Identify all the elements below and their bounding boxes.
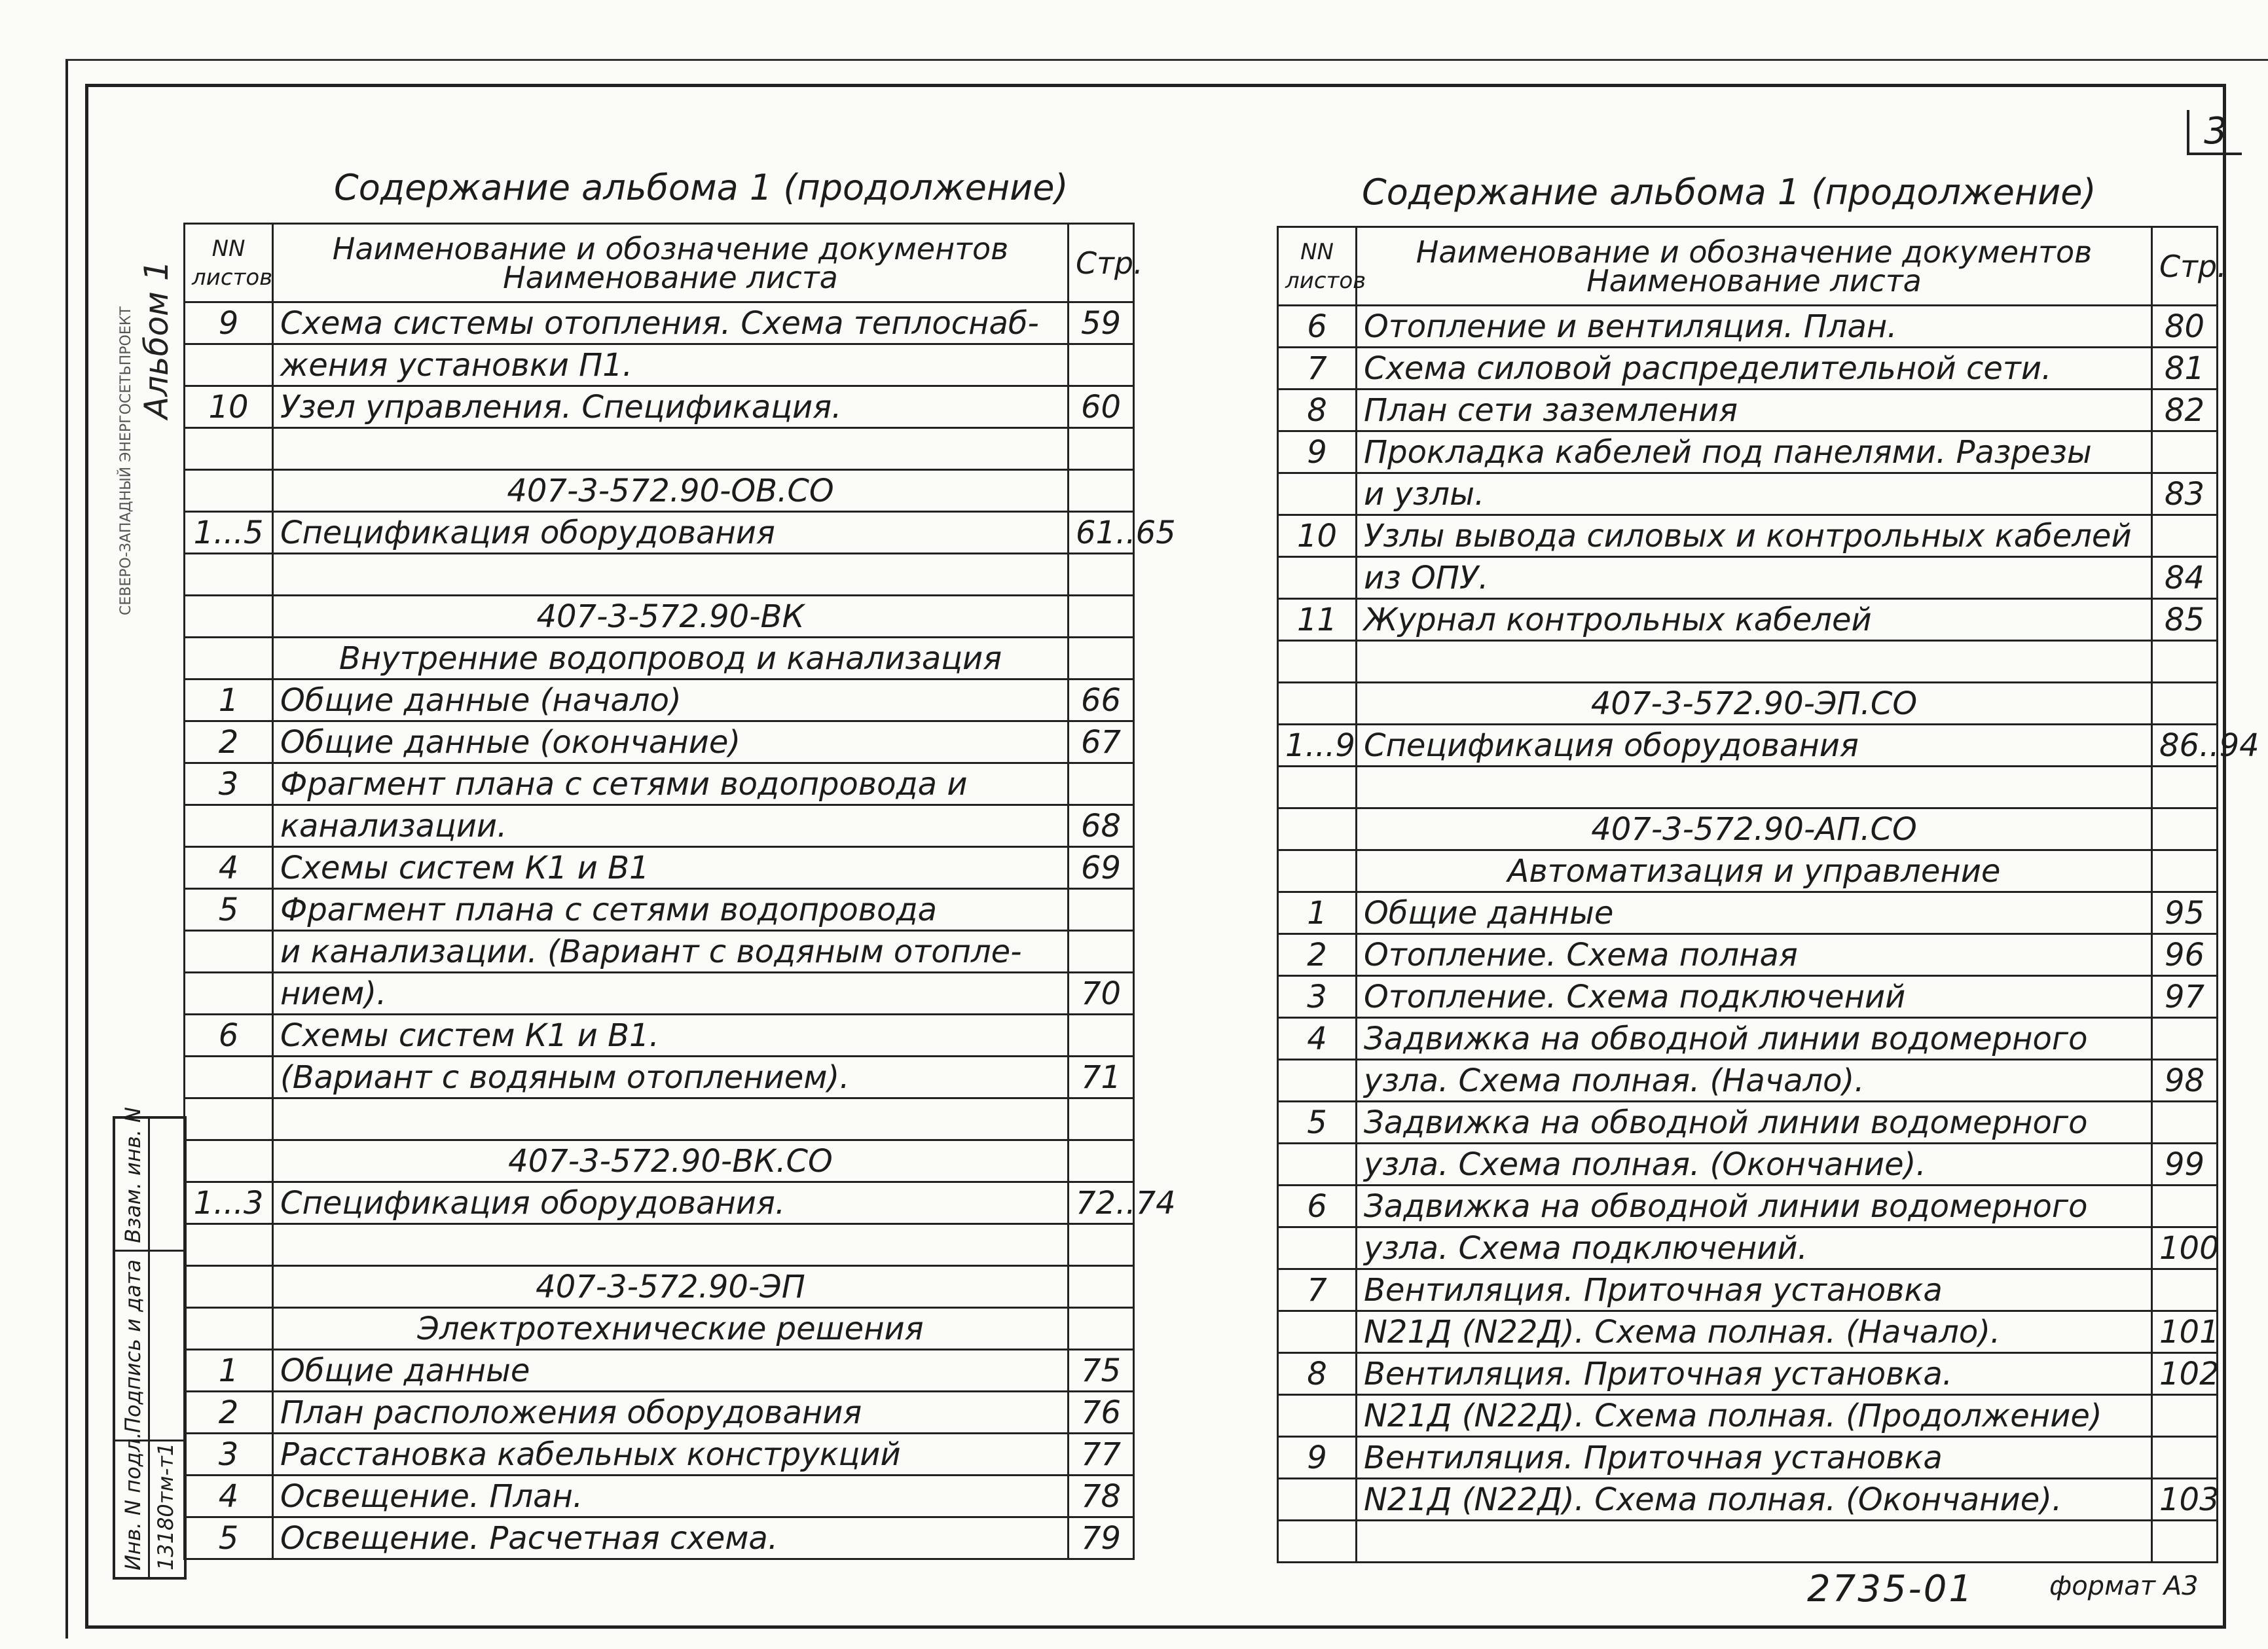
table-row	[185, 554, 1134, 596]
page-cell	[1069, 889, 1134, 931]
col-name-header	[273, 224, 1069, 302]
table-row	[1278, 1102, 2218, 1144]
title-cell: Схема силовой распределительной сети.	[1357, 348, 2152, 390]
sheet-num-cell	[1278, 473, 1357, 515]
table-row	[185, 1350, 1134, 1392]
page-cell: 86..94	[2152, 725, 2218, 767]
table-row	[185, 1392, 1134, 1434]
table-row	[185, 1266, 1134, 1308]
sheet-num-cell	[1278, 557, 1357, 599]
sheet-num-cell	[185, 973, 273, 1015]
sheet-num-cell: 3	[185, 763, 273, 805]
title-cell: Задвижка на обводной линии водомерного	[1357, 1018, 2152, 1060]
page-cell	[1069, 931, 1134, 973]
table-row	[1278, 1311, 2218, 1353]
title-cell: узла. Схема полная. (Начало).	[1357, 1060, 2152, 1102]
page-cell	[1069, 428, 1134, 470]
sign-date-label: Подпись и дата	[120, 1259, 145, 1433]
table-row	[1278, 976, 2218, 1018]
page-cell	[1069, 638, 1134, 680]
vzam-label: Взам. инв. N	[120, 1107, 145, 1243]
table-row	[185, 931, 1134, 973]
page-cell: 59	[1069, 302, 1134, 344]
col-num-header: NN листов	[185, 224, 273, 302]
sheet-num-cell: 4	[1278, 1018, 1357, 1060]
sheet-num-cell: 4	[185, 847, 273, 889]
title-cell: Общие данные	[1357, 892, 2152, 934]
sheet-num-cell: 1...9	[1278, 725, 1357, 767]
sheet-num-cell	[1278, 1479, 1357, 1521]
sheet-num-cell: 1	[185, 1350, 273, 1392]
col-name-header	[1357, 227, 2152, 306]
sheet-num-cell: 1	[1278, 892, 1357, 934]
table-row	[185, 1434, 1134, 1476]
table-row	[1278, 1521, 2218, 1563]
table-row	[185, 1057, 1134, 1098]
page-cell	[1069, 470, 1134, 512]
title-cell	[273, 428, 1069, 470]
left-contents-table	[183, 223, 1176, 1560]
table-row	[1278, 306, 2218, 348]
page-cell: 85	[2152, 599, 2218, 641]
table-row	[185, 596, 1134, 638]
title-cell: N21Д (N22Д). Схема полная. (Начало).	[1357, 1311, 2152, 1353]
sheet-num-cell	[1278, 1144, 1357, 1186]
table-row	[1278, 934, 2218, 976]
table-row	[1278, 1353, 2218, 1395]
title-cell: Расстановка кабельных конструкций	[273, 1434, 1069, 1476]
table-row	[1278, 431, 2218, 473]
page-cell: 95	[2152, 892, 2218, 934]
page-cell	[2152, 1521, 2218, 1563]
album-label: Альбом 1	[137, 260, 175, 419]
title-cell: канализации.	[273, 805, 1069, 847]
section-heading-cell: 407-3-572.90-ВК.СО	[273, 1140, 1069, 1182]
title-cell: Фрагмент плана с сетями водопровода	[273, 889, 1069, 931]
table-row	[185, 1015, 1134, 1057]
sheet-num-cell: 7	[1278, 348, 1357, 390]
section-heading-cell: 407-3-572.90-ЭП.СО	[1357, 683, 2152, 725]
title-cell: из ОПУ.	[1357, 557, 2152, 599]
sheet-num-cell: 5	[185, 1517, 273, 1559]
table-row	[185, 1140, 1134, 1182]
page-cell: 76	[1069, 1392, 1134, 1434]
title-cell: узла. Схема полная. (Окончание).	[1357, 1144, 2152, 1186]
page-cell: 75	[1069, 1350, 1134, 1392]
col-num-header: NN листов	[1278, 227, 1357, 306]
sheet-num-cell	[185, 1140, 273, 1182]
table-row	[1278, 348, 2218, 390]
title-cell: Спецификация оборудования	[1357, 725, 2152, 767]
table-row	[1278, 683, 2218, 725]
col-page-header: Стр.	[1069, 224, 1134, 302]
page-cell: 70	[1069, 973, 1134, 1015]
title-cell	[273, 1098, 1069, 1140]
sheet-num-cell	[185, 805, 273, 847]
title-cell: Схема системы отопления. Схема теплоснаб-	[273, 302, 1069, 344]
page-cell: 67	[1069, 721, 1134, 763]
table-row	[1278, 390, 2218, 431]
page-cell	[2152, 808, 2218, 850]
page-cell	[2152, 1395, 2218, 1437]
page-cell	[1069, 1266, 1134, 1308]
left-title: Содержание альбома 1 (продолжение)	[334, 167, 1069, 208]
title-cell: Отопление и вентиляция. План.	[1357, 306, 2152, 348]
sheet-num-cell: 5	[185, 889, 273, 931]
table-row	[1278, 1186, 2218, 1227]
sheet-num-cell: 8	[1278, 1353, 1357, 1395]
page-cell	[1069, 554, 1134, 596]
sheet-num-cell: 11	[1278, 599, 1357, 641]
table-row	[185, 344, 1134, 386]
sheet-num-cell: 3	[1278, 976, 1357, 1018]
sheet-num-cell: 3	[185, 1434, 273, 1476]
sheet-num-cell	[185, 554, 273, 596]
table-row	[185, 1098, 1134, 1140]
title-cell: Спецификация оборудования	[273, 512, 1069, 554]
title-cell: и узлы.	[1357, 473, 2152, 515]
sheet-number: 3	[2187, 110, 2242, 155]
table-row	[185, 805, 1134, 847]
table-row	[185, 680, 1134, 721]
col-page-header: Стр.	[2152, 227, 2218, 306]
title-cell: Освещение. План.	[273, 1476, 1069, 1517]
sheet-num-cell	[185, 470, 273, 512]
table-row	[1278, 1018, 2218, 1060]
page-cell	[1069, 1308, 1134, 1350]
sheet-num-cell: 6	[1278, 1186, 1357, 1227]
page-cell: 96	[2152, 934, 2218, 976]
page-cell	[1069, 596, 1134, 638]
title-cell: Вентиляция. Приточная установка	[1357, 1269, 2152, 1311]
sheet-num-cell: 6	[1278, 306, 1357, 348]
table-row	[185, 847, 1134, 889]
table-row	[1278, 1144, 2218, 1186]
page-cell: 78	[1069, 1476, 1134, 1517]
section-heading-cell: 407-3-572.90-ОВ.СО	[273, 470, 1069, 512]
title-cell: Вентиляция. Приточная установка.	[1357, 1353, 2152, 1395]
document-code: 2735-01	[1807, 1568, 1974, 1610]
section-heading-cell: Электротехнические решения	[273, 1308, 1069, 1350]
inv-no-label: Инв. N подл.	[120, 1432, 145, 1570]
title-cell: Общие данные (окончание)	[273, 721, 1069, 763]
table-row	[1278, 515, 2218, 557]
table-row	[185, 470, 1134, 512]
page-cell	[2152, 1018, 2218, 1060]
stamp-divider	[115, 1250, 184, 1252]
table-row	[1278, 1437, 2218, 1479]
col-name-header-line2: Наименование листа	[1586, 263, 1922, 299]
title-cell: и канализации. (Вариант с водяным отопле-	[273, 931, 1069, 973]
page-cell	[2152, 1186, 2218, 1227]
table-row	[1278, 1479, 2218, 1521]
title-cell: Схемы систем К1 и В1	[273, 847, 1069, 889]
stamp-divider	[148, 1119, 150, 1577]
page-cell: 83	[2152, 473, 2218, 515]
table-row	[1278, 641, 2218, 683]
col-name-header-line2: Наименование листа	[503, 259, 838, 295]
sheet-num-cell	[1278, 683, 1357, 725]
page-cell: 98	[2152, 1060, 2218, 1102]
page-cell	[1069, 1224, 1134, 1266]
sheet-num-cell: 2	[1278, 934, 1357, 976]
sheet-num-cell	[185, 596, 273, 638]
table-row	[1278, 892, 2218, 934]
page-cell	[2152, 431, 2218, 473]
table-row	[185, 428, 1134, 470]
table-row	[185, 763, 1134, 805]
sheet-num-cell: 9	[1278, 1437, 1357, 1479]
sheet-num-cell	[185, 931, 273, 973]
page-cell	[2152, 1437, 2218, 1479]
page-cell: 82	[2152, 390, 2218, 431]
sheet-num-cell: 5	[1278, 1102, 1357, 1144]
table-row	[185, 1224, 1134, 1266]
page-cell	[2152, 767, 2218, 808]
format-label: формат А3	[2049, 1571, 2199, 1601]
title-cell: N21Д (N22Д). Схема полная. (Окончание).	[1357, 1479, 2152, 1521]
page-cell: 69	[1069, 847, 1134, 889]
title-cell: Фрагмент плана с сетями водопровода и	[273, 763, 1069, 805]
title-cell: Спецификация оборудования.	[273, 1182, 1069, 1224]
sheet-num-cell: 2	[185, 1392, 273, 1434]
sheet-num-cell: 9	[185, 302, 273, 344]
table-row	[1278, 1060, 2218, 1102]
page-cell: 68	[1069, 805, 1134, 847]
title-cell: Освещение. Расчетная схема.	[273, 1517, 1069, 1559]
title-cell	[1357, 1521, 2152, 1563]
sheet-num-cell: 10	[185, 386, 273, 428]
title-cell: N21Д (N22Д). Схема полная. (Продолжение)	[1357, 1395, 2152, 1437]
page-cell	[1069, 1098, 1134, 1140]
table-row	[185, 721, 1134, 763]
sheet-num-cell	[185, 1098, 273, 1140]
table-row	[185, 1476, 1134, 1517]
title-cell: Общие данные (начало)	[273, 680, 1069, 721]
table-row	[1278, 1227, 2218, 1269]
title-cell: План расположения оборудования	[273, 1392, 1069, 1434]
sheet-num-cell	[185, 1266, 273, 1308]
sheet-num-cell	[185, 1224, 273, 1266]
col-name-header-line1: Наименование и обозначение документов	[1416, 234, 2093, 270]
page-cell	[1069, 1140, 1134, 1182]
page-cell	[2152, 1269, 2218, 1311]
sheet-num-cell: 1...3	[185, 1182, 273, 1224]
table-row	[185, 512, 1134, 554]
page-cell	[1069, 344, 1134, 386]
page-cell: 72..74	[1069, 1182, 1134, 1224]
table-row	[1278, 725, 2218, 767]
right-contents-table	[1277, 226, 2259, 1563]
title-cell: План сети заземления	[1357, 390, 2152, 431]
sheet-num-cell: 4	[185, 1476, 273, 1517]
page-cell	[2152, 850, 2218, 892]
page-cell	[2152, 515, 2218, 557]
section-heading-cell: Автоматизация и управление	[1357, 850, 2152, 892]
page-cell: 77	[1069, 1434, 1134, 1476]
table-row	[185, 386, 1134, 428]
inv-no-value: 13180тм-т1	[153, 1442, 178, 1570]
title-cell: Прокладка кабелей под панелями. Разрезы	[1357, 431, 2152, 473]
sheet-num-cell	[1278, 1060, 1357, 1102]
page-cell: 102	[2152, 1353, 2218, 1395]
page-cell: 80	[2152, 306, 2218, 348]
title-cell	[1357, 641, 2152, 683]
title-cell: Узел управления. Спецификация.	[273, 386, 1069, 428]
sheet-num-cell: 10	[1278, 515, 1357, 557]
page-cell: 66	[1069, 680, 1134, 721]
sheet-num-cell	[1278, 641, 1357, 683]
sheet-num-cell: 8	[1278, 390, 1357, 431]
title-cell: Общие данные	[273, 1350, 1069, 1392]
table-row	[185, 1517, 1134, 1559]
sheet-num-cell	[1278, 808, 1357, 850]
sheet-num-cell: 9	[1278, 431, 1357, 473]
title-cell: жения установки П1.	[273, 344, 1069, 386]
page-cell: 60	[1069, 386, 1134, 428]
table-row	[185, 889, 1134, 931]
section-heading-cell: Внутренние водопровод и канализация	[273, 638, 1069, 680]
page-cell: 79	[1069, 1517, 1134, 1559]
title-cell	[273, 554, 1069, 596]
title-cell	[273, 1224, 1069, 1266]
page-cell: 99	[2152, 1144, 2218, 1186]
table-row	[1278, 1395, 2218, 1437]
table-row	[1278, 557, 2218, 599]
table-row	[185, 638, 1134, 680]
sheet-num-cell: 1	[185, 680, 273, 721]
sheet-num-cell	[185, 1057, 273, 1098]
section-heading-cell: 407-3-572.90-ЭП	[273, 1266, 1069, 1308]
table-row	[1278, 808, 2218, 850]
sheet-num-cell: 7	[1278, 1269, 1357, 1311]
title-cell	[1357, 767, 2152, 808]
title-cell: Отопление. Схема подключений	[1357, 976, 2152, 1018]
page-cell	[2152, 1102, 2218, 1144]
page-cell: 101	[2152, 1311, 2218, 1353]
title-cell: Схемы систем К1 и В1.	[273, 1015, 1069, 1057]
table-row	[185, 302, 1134, 344]
sheet-num-cell	[185, 344, 273, 386]
sheet-num-cell: 1...5	[185, 512, 273, 554]
title-cell: Вентиляция. Приточная установка	[1357, 1437, 2152, 1479]
sheet-num-cell	[1278, 850, 1357, 892]
table-row	[185, 1182, 1134, 1224]
title-cell: узла. Схема подключений.	[1357, 1227, 2152, 1269]
page-cell	[1069, 1015, 1134, 1057]
section-heading-cell: 407-3-572.90-ВК	[273, 596, 1069, 638]
table-row	[185, 973, 1134, 1015]
table-row	[1278, 473, 2218, 515]
sheet-num-cell	[185, 638, 273, 680]
sheet-num-cell	[185, 428, 273, 470]
page-cell: 81	[2152, 348, 2218, 390]
title-cell: Задвижка на обводной линии водомерного	[1357, 1102, 2152, 1144]
table-row	[1278, 1269, 2218, 1311]
title-cell: нием).	[273, 973, 1069, 1015]
sheet-num-cell	[1278, 1227, 1357, 1269]
sheet-num-cell	[1278, 1395, 1357, 1437]
org-label: СЕВЕРО-ЗАПАДНЫЙ ЭНЕРГОСЕТЬПРОЕКТ	[118, 306, 134, 615]
vertical-stamp	[111, 157, 180, 668]
sheet-num-cell	[1278, 1521, 1357, 1563]
sheet-num-cell: 2	[185, 721, 273, 763]
page-cell	[2152, 641, 2218, 683]
title-cell: (Вариант с водяным отоплением).	[273, 1057, 1069, 1098]
page-cell	[1069, 763, 1134, 805]
sheet-num-cell	[185, 1308, 273, 1350]
page-cell: 100	[2152, 1227, 2218, 1269]
page-cell: 103	[2152, 1479, 2218, 1521]
table-row	[185, 1308, 1134, 1350]
page-cell: 61..65	[1069, 512, 1134, 554]
sheet-num-cell: 6	[185, 1015, 273, 1057]
page-cell	[2152, 683, 2218, 725]
sheet-num-cell	[1278, 767, 1357, 808]
title-cell: Журнал контрольных кабелей	[1357, 599, 2152, 641]
title-cell: Отопление. Схема полная	[1357, 934, 2152, 976]
side-stamp	[113, 1107, 187, 1580]
page-cell: 71	[1069, 1057, 1134, 1098]
table-row	[1278, 599, 2218, 641]
page-cell: 84	[2152, 557, 2218, 599]
col-name-header-line1: Наименование и обозначение документов	[332, 230, 1009, 266]
table-row	[1278, 850, 2218, 892]
title-cell: Узлы вывода силовых и контрольных кабелей	[1357, 515, 2152, 557]
section-heading-cell: 407-3-572.90-АП.СО	[1357, 808, 2152, 850]
sheet-num-cell	[1278, 1311, 1357, 1353]
right-title: Содержание альбома 1 (продолжение)	[1362, 172, 2096, 213]
title-cell: Задвижка на обводной линии водомерного	[1357, 1186, 2152, 1227]
page-cell: 97	[2152, 976, 2218, 1018]
table-row	[1278, 767, 2218, 808]
